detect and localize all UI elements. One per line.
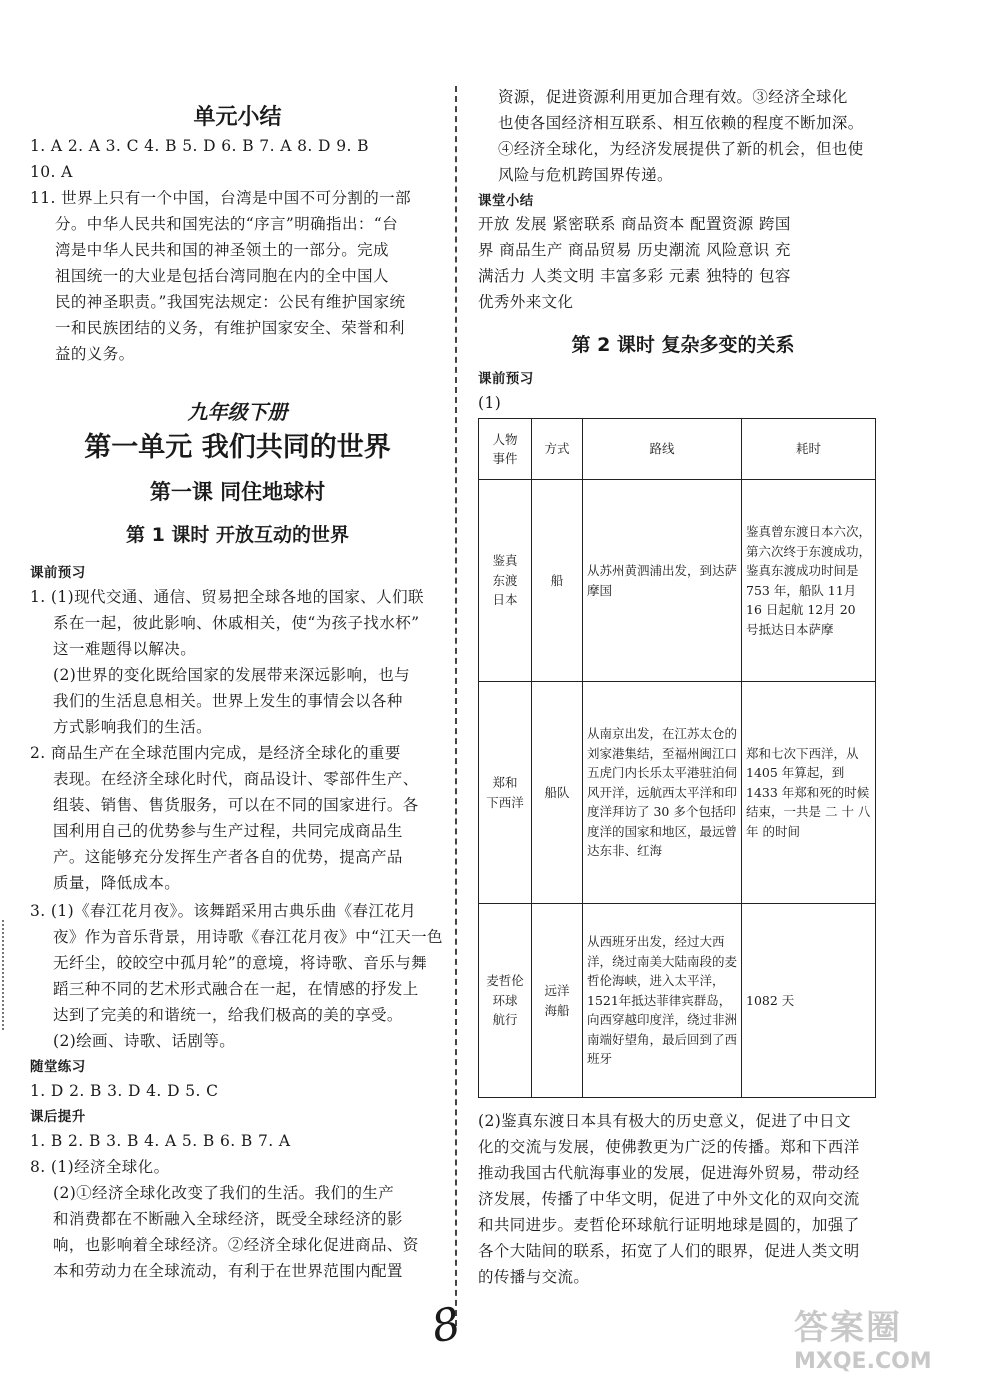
preview-line: (2)绘画、诗歌、话剧等。: [53, 1032, 236, 1050]
watermark: [794, 1300, 994, 1380]
cell-duration: 1082 天: [742, 904, 876, 1098]
header-event: 人物 事件: [479, 419, 532, 480]
preview-line: 夜》作为音乐背景，用诗歌《春江花月夜》中“江天一色: [53, 928, 443, 946]
route-table: [478, 418, 876, 1098]
period-title: 第 1 课时 开放互动的世界: [125, 524, 350, 546]
after-line: 8. (1)经济全球化。: [30, 1158, 170, 1176]
cont-line: 也使各国经济相互联系、相互依赖的程度不断加深。: [498, 114, 864, 132]
class-summary-line: 界 商品生产 商品贸易 历史潮流 风险意识 充: [478, 241, 791, 259]
preview-line: 我们的生活息息相关。世界上发生的事情会以各种: [53, 692, 403, 710]
after-line: 响，也影响着全球经济。②经济全球化促进商品、资: [53, 1236, 419, 1254]
cell-route: 从苏州黄泗浦出发，到达萨摩国: [583, 480, 742, 682]
cell-mode: 船队: [532, 682, 583, 904]
preview-line: 这一难题得以解决。: [53, 640, 197, 658]
cell-event: 鉴真 东渡 日本: [479, 480, 532, 682]
practice-label: 随堂练习: [30, 1059, 86, 1075]
class-summary-line: 开放 发展 紧密联系 商品资本 配置资源 跨国: [478, 215, 791, 233]
cell-event: 郑和 下西洋: [479, 682, 532, 904]
item-2-line: 济发展，传播了中华文明，促进了中外文化的双向交流: [478, 1190, 860, 1208]
summary-line: 一和民族团结的义务，有维护国家安全、荣誉和利: [55, 319, 405, 337]
preview-line: 组装、销售、售货服务，可以在不同的国家进行。各: [53, 796, 419, 814]
after-answers: 1. B 2. B 3. B 4. A 5. B 6. B 7. A: [30, 1132, 291, 1150]
cell-event: 麦哲伦 环球 航行: [479, 904, 532, 1098]
class-summary-line: 满活力 人类文明 丰富多彩 元素 独特的 包容: [478, 267, 791, 285]
cell-mode: 远洋 海船: [532, 904, 583, 1098]
cell-duration: 郑和七次下西洋，从 1405 年算起，到1433 年郑和死的时候结束，一共是 二 十 八 年 的时间: [742, 682, 876, 904]
preview-line: 系在一起，彼此影响、休戚相关，使“为孩子找水杯”: [53, 614, 420, 632]
header-duration: 耗时: [742, 419, 876, 480]
preview-line: 3. (1)《春江花月夜》。该舞蹈采用古典乐曲《春江花月: [30, 902, 417, 920]
after-line: (2)①经济全球化改变了我们的生活。我们的生产: [53, 1184, 395, 1202]
summary-line: 10. A: [30, 163, 73, 181]
preview-line: 方式影响我们的生活。: [53, 718, 213, 736]
preview-line: 质量，降低成本。: [53, 874, 181, 892]
book-title: 九年级下册: [187, 400, 288, 424]
lesson-title: 第一课 同住地球村: [149, 480, 326, 504]
preview2-label: 课前预习: [478, 371, 534, 387]
table-row: [479, 480, 876, 682]
header-mode: 方式: [532, 419, 583, 480]
item-2-line: 的传播与交流。: [478, 1268, 590, 1286]
watermark-bottom: MXQE.COM: [794, 1349, 932, 1374]
table-header-row: [479, 419, 876, 480]
item-1-label: (1): [478, 394, 502, 412]
summary-line: 11. 世界上只有一个中国，台湾是中国不可分割的一部: [30, 189, 411, 207]
table-row: [479, 682, 876, 904]
unit-title: 第一单元 我们共同的世界: [84, 432, 391, 463]
preview-line: 产。这能够充分发挥生产者各自的优势，提高产品: [53, 848, 403, 866]
after-line: 本和劳动力在全球流动，有利于在世界范围内配置: [53, 1262, 403, 1280]
page-number: 8: [427, 1297, 465, 1354]
practice-answers: 1. D 2. B 3. D 4. D 5. C: [30, 1082, 219, 1100]
watermark-top: 答案圈: [794, 1308, 902, 1348]
cell-route: 从南京出发，在江苏太仓的刘家港集结，至福州闽江口五虎门内长乐太平港驻泊伺风开洋，远航西太平洋和印度洋拜访了 30 多个包括印度洋的国家和地区，最远曾达东非、红海: [583, 682, 742, 904]
summary-line: 民的神圣职责。”我国宪法规定：公民有维护国家统: [55, 293, 406, 311]
summary-line: 分。中华人民共和国宪法的“序言”明确指出：“台: [55, 215, 398, 233]
header-route: 路线: [583, 419, 742, 480]
after-label: 课后提升: [30, 1109, 86, 1125]
preview-line: 表现。在经济全球化时代，商品设计、零部件生产、: [53, 770, 419, 788]
table-row: [479, 904, 876, 1098]
preview-line: (2)世界的变化既给国家的发展带来深远影响，也与: [53, 666, 411, 684]
after-line: 和消费都在不断融入全球经济，既受全球经济的影: [53, 1210, 403, 1228]
item-2-line: 各个大陆间的联系，拓宽了人们的眼界，促进人类文明: [478, 1242, 860, 1260]
summary-line: 祖国统一的大业是包括台湾同胞在内的全中国人: [55, 267, 389, 285]
cell-route: 从西班牙出发，经过大西洋，绕过南美大陆南段的麦哲伦海峡，进入太平洋，1521年抵达菲律宾群岛，向西穿越印度洋，绕过非洲南端好望角，最后回到了西班牙: [583, 904, 742, 1098]
cont-line: 资源，促进资源利用更加合理有效。③经济全球化: [498, 88, 848, 106]
item-2-line: 化的交流与发展，使佛教更为广泛的传播。郑和下西洋: [478, 1138, 860, 1156]
preview-line: 2. 商品生产在全球范围内完成，是经济全球化的重要: [30, 744, 401, 762]
item-2-line: 和共同进步。麦哲伦环球航行证明地球是圆的，加强了: [478, 1216, 860, 1234]
preview-line: 1. (1)现代交通、通信、贸易把全球各地的国家、人们联: [30, 588, 424, 606]
column-divider: [455, 86, 457, 1326]
cell-mode: 船: [532, 480, 583, 682]
class-summary-label: 课堂小结: [478, 193, 534, 209]
margin-dots: [2, 920, 4, 1030]
item-2-line: 推动我国古代航海事业的发展，促进海外贸易，带动经: [478, 1164, 860, 1182]
preview-line: 国利用自己的优势参与生产过程，共同完成商品生: [53, 822, 403, 840]
summary-line: 湾是中华人民共和国的神圣领土的一部分。完成: [55, 241, 389, 259]
summary-line: 益的义务。: [55, 345, 135, 363]
summary-answers: 1. A 2. A 3. C 4. B 5. D 6. B 7. A 8. D 9. B: [30, 137, 369, 155]
cell-duration: 鉴真曾东渡日本六次，第六次终于东渡成功，鉴真东渡成功时间是753 年，船队 11月 16 日起航 12月 20 号抵达日本萨摩: [742, 480, 876, 682]
preview-label: 课前预习: [30, 565, 86, 581]
cont-line: 风险与危机跨国界传递。: [498, 166, 673, 184]
preview-line: 无纤尘，皎皎空中孤月轮”的意境，将诗歌、音乐与舞: [53, 954, 428, 972]
period2-title: 第 2 课时 复杂多变的关系: [571, 334, 795, 356]
cont-line: ④经济全球化，为经济发展提供了新的机会，但也使: [498, 140, 864, 158]
preview-line: 蹈三种不同的艺术形式融合在一起，在情感的抒发上: [53, 980, 419, 998]
preview-line: 达到了完美的和谐统一，给我们极高的美的享受。: [53, 1006, 403, 1024]
class-summary-line: 优秀外来文化: [478, 293, 574, 311]
item-2-line: (2)鉴真东渡日本具有极大的历史意义，促进了中日文: [478, 1112, 851, 1130]
summary-title: 单元小结: [193, 105, 282, 130]
